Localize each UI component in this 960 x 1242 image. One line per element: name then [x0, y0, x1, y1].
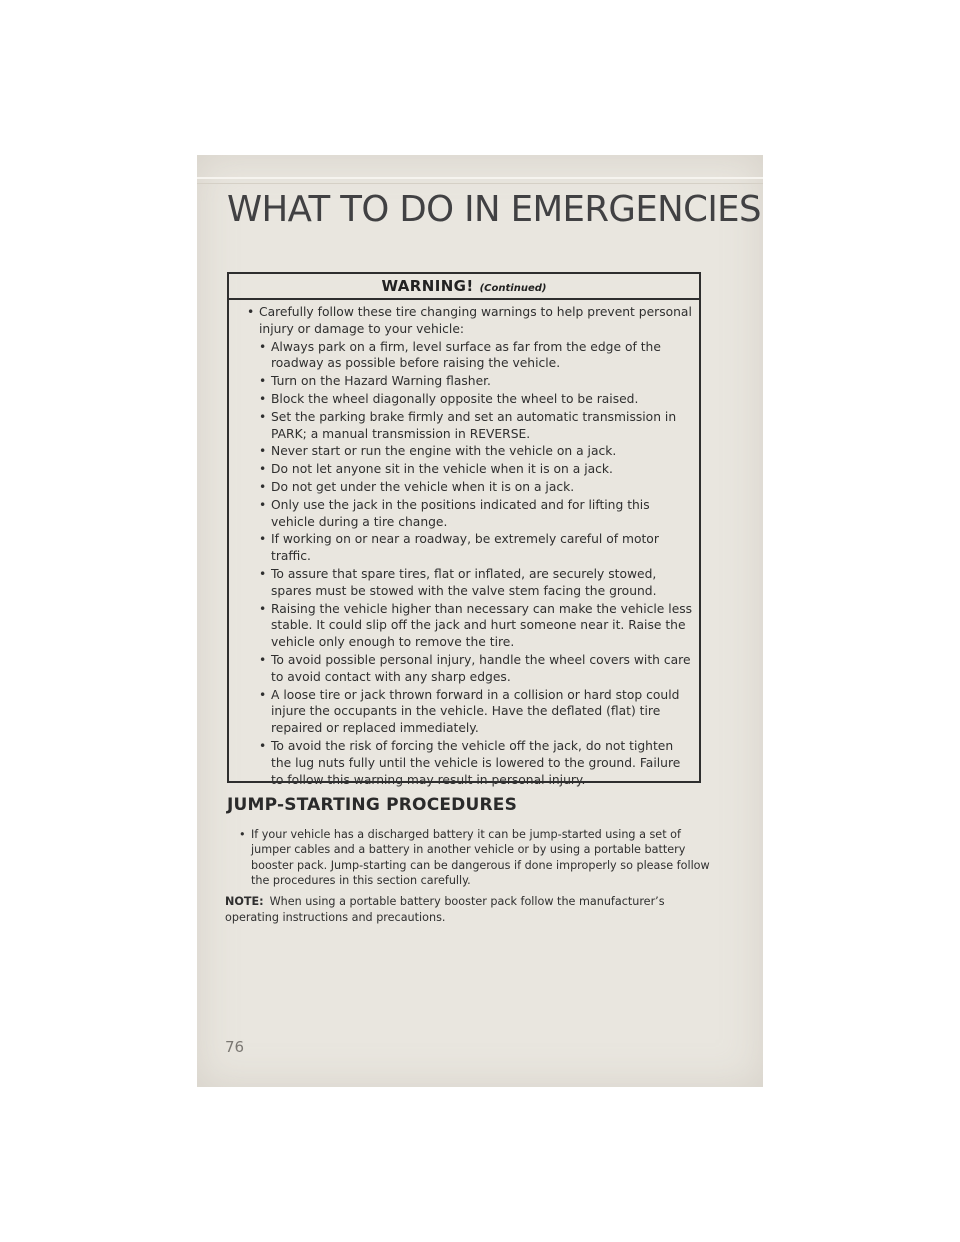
warning-header	[229, 274, 699, 300]
section-title: JUMP-STARTING PROCEDURES	[227, 795, 518, 815]
warning-title: WARNING!	[381, 277, 474, 295]
list-item: • If working on or near a roadway, be extremely careful of motor traffic.	[257, 531, 693, 565]
warning-box	[227, 272, 701, 787]
list-item: • Only use the jack in the positions indicated and for lifting this vehicle during a tire change.	[257, 497, 693, 531]
jump-bullet: • If your vehicle has a discharged battery it can be jump-started using a set of jumper cables and a battery in another vehicle or by using a portable battery booster pack. Jump-starting can be dangerous if done improperly so please follow the procedures in this section carefully.	[237, 827, 721, 889]
page-header: WHAT TO DO IN EMERGENCIES	[227, 189, 761, 230]
list-item: • Do not get under the vehicle when it is on a jack.	[257, 479, 693, 496]
note	[225, 894, 705, 925]
list-item: • Block the wheel diagonally opposite the wheel to be raised.	[257, 391, 693, 408]
top-rule	[197, 177, 763, 179]
list-item: • Never start or run the engine with the vehicle on a jack.	[257, 443, 693, 460]
list-item: • A loose tire or jack thrown forward in a collision or hard stop could injure the occupants in the vehicle. Have the deflated (flat) tire repaired or replaced immediately.	[257, 687, 693, 737]
warning-continued: (Continued)	[479, 283, 547, 294]
list-item: • Do not let anyone sit in the vehicle when it is on a jack.	[257, 461, 693, 478]
note-text: When using a portable battery booster pack follow the manufacturer’s operating instructions and precautions.	[225, 895, 665, 924]
list-item: • Turn on the Hazard Warning flasher.	[257, 373, 693, 390]
list-item: • To assure that spare tires, flat or inflated, are securely stowed, spares must be stowed with the valve stem facing the ground.	[257, 566, 693, 600]
top-rule-shadow	[197, 183, 763, 184]
note-label: NOTE:	[225, 895, 264, 908]
list-item: • Set the parking brake firmly and set an automatic transmission in PARK; a manual transmission in REVERSE.	[257, 409, 693, 443]
list-item: • To avoid possible personal injury, handle the wheel covers with care to avoid contact with any sharp edges.	[257, 652, 693, 686]
warning-body	[229, 300, 699, 788]
warning-intro: • Carefully follow these tire changing warnings to help prevent personal injury or damage to your vehicle:	[245, 304, 693, 338]
page-number: 76	[225, 1038, 245, 1056]
list-item: • Raising the vehicle higher than necessary can make the vehicle less stable. It could slip off the jack and hurt someone near it. Raise the vehicle only enough to remove the tire.	[257, 601, 693, 651]
warning-list	[257, 339, 693, 789]
manual-page	[197, 155, 763, 1087]
list-item: • Always park on a firm, level surface as far from the edge of the roadway as possible before raising the vehicle.	[257, 339, 693, 373]
list-item: • To avoid the risk of forcing the vehicle off the jack, do not tighten the lug nuts fully until the vehicle is lowered to the ground. Failure to follow this warning may result in personal injury.	[257, 738, 693, 788]
